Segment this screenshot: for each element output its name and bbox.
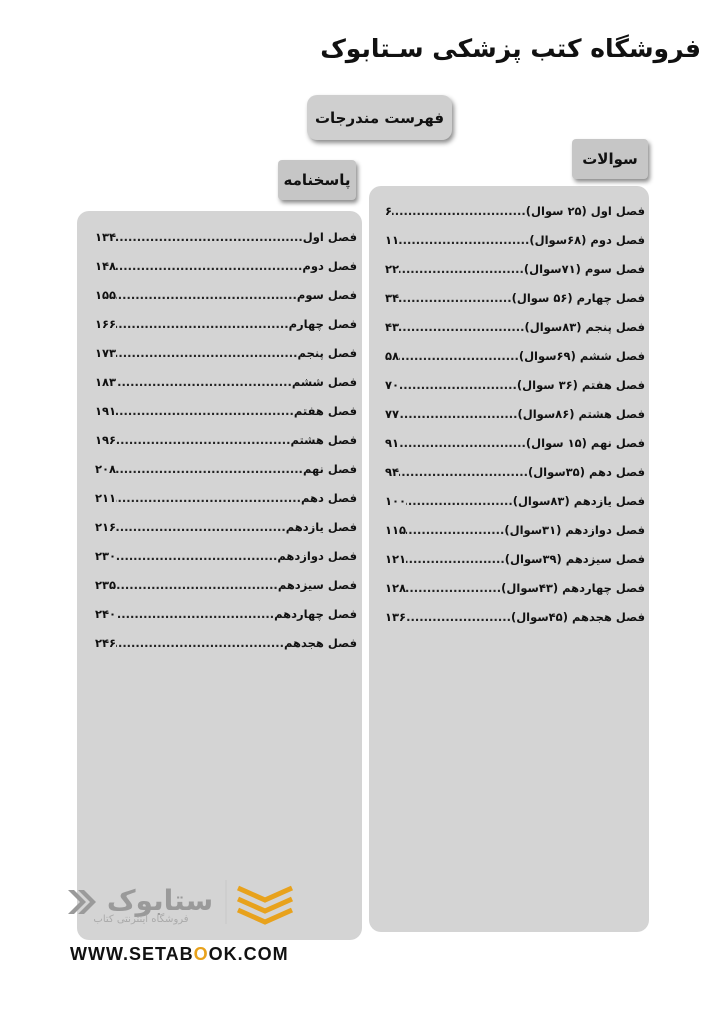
toc-entry [385,233,645,262]
toc-entry [385,523,645,552]
toc-entry-leader [406,610,511,624]
toc-entry-label: فصل هشتم (۸۶سوال) [517,407,645,421]
toc-entry-leader [116,346,297,360]
toc-entry-page: ۲۱۶ [95,520,117,534]
toc-entry-page: ۱۳۶ [385,610,407,624]
toc-entry-page: ۱۹۱ [95,404,117,418]
toc-entry-label: فصل سوم (۷۱سوال) [523,262,645,276]
toc-entry [95,317,357,346]
toc-entry [385,436,645,465]
toc-entry-page: ۱۹۶ [95,433,117,447]
toc-entry [95,259,357,288]
logo-emblem-icon [238,888,292,922]
toc-entry-leader [406,523,504,537]
website-url[interactable]: WWW.SETABOOK.COM [70,944,289,964]
answers-list [95,230,357,665]
toc-entry-leader [406,581,501,595]
toc-entry-page: ۲۱۱ [95,491,117,505]
toc-entry-page: ۵۸ [385,349,400,363]
toc-entry-page: ۱۳۴ [95,230,117,244]
toc-entry [95,636,357,665]
logo-tagline: فروشگاه اینترنتی کتاب [93,914,189,925]
toc-entry-leader [116,520,286,534]
toc-entry-leader [399,407,517,421]
toc-entry-page: ۲۲ [385,262,400,276]
toc-entry [385,465,645,494]
page-header-title: فروشگاه کتب پزشکی سـتابوک [320,34,701,63]
toc-entry-page: ۱۶۶ [95,317,117,331]
toc-entry-label: فصل سیزدهم (۳۹سوال) [504,552,645,566]
toc-entry [95,607,357,636]
toc-entry-label: فصل سیزدهم [277,578,357,592]
toc-entry-page: ۹۴ [385,465,400,479]
toc-entry-leader [399,378,517,392]
toc-entry-label: فصل نهم (۱۵ سوال) [525,436,645,450]
toc-entry [385,552,645,581]
toc-entry-label: فصل پنجم (۸۳سوال) [524,320,645,334]
toc-entry-leader [392,204,526,218]
toc-entry-leader [406,494,513,508]
toc-entry-leader [399,436,526,450]
toc-entry-leader [116,259,302,273]
toc-entry-page: ۷۷ [385,407,400,421]
toc-entry-leader [116,433,290,447]
toc-entry-leader [116,578,278,592]
toc-entry-leader [399,291,512,305]
toc-entry-label: فصل دوازدهم (۳۱سوال) [504,523,645,537]
toc-entry-leader [116,317,289,331]
toc-entry [95,346,357,375]
toc-entry-label: فصل هجدهم (۴۵سوال) [510,610,645,624]
toc-entry-leader [116,549,277,563]
toc-entry-label: فصل سوم [296,288,357,302]
toc-entry [95,404,357,433]
toc-entry [385,378,645,407]
toc-entry [95,230,357,259]
toc-entry-page: ۶ [385,204,393,218]
toc-entry-page: ۲۳۰ [95,549,117,563]
toc-entry [385,262,645,291]
toc-entry [385,291,645,320]
toc-entry-label: فصل دهم [300,491,357,505]
toc-entry-page: ۲۳۵ [95,578,117,592]
toc-entry-page: ۱۲۱ [385,552,407,566]
toc-entry-label: فصل ششم [291,375,357,389]
toc-entry-page: ۹۱ [385,436,400,450]
toc-entry-label: فصل پنجم [297,346,357,360]
toc-entry [385,320,645,349]
toc-entry-page: ۱۱ [385,233,400,247]
toc-entry-label: فصل چهارم [288,317,357,331]
toc-entry [385,349,645,378]
toc-entry-page: ۲۰۸ [95,462,117,476]
toc-entry [385,204,645,233]
toc-entry [95,288,357,317]
toc-entry-leader [116,404,294,418]
toc-entry-label: فصل چهاردهم (۴۳سوال) [501,581,645,595]
toc-entry-label: فصل هفتم (۳۶ سوال) [516,378,645,392]
toc-entry-page: ۷۰ [385,378,400,392]
toc-entry-label: فصل یازدهم [285,520,357,534]
toc-entry-leader [399,320,524,334]
toc-entry-page: ۱۷۳ [95,346,117,360]
toc-title-badge: فهرست مندرجات [307,95,452,140]
answers-section-tab: پاسخنامه [278,160,356,200]
questions-list [385,204,645,639]
logo-chevron-icon [68,890,96,914]
toc-entry-leader [116,607,274,621]
toc-entry-leader [116,230,303,244]
toc-entry [385,494,645,523]
toc-entry-label: فصل هجدهم [283,636,357,650]
toc-entry-page: ۱۲۸ [385,581,407,595]
toc-entry-label: فصل هشتم [290,433,357,447]
toc-entry-label: فصل دوم [302,259,357,273]
toc-entry-page: ۱۴۸ [95,259,117,273]
toc-entry [385,610,645,639]
toc-entry-label: فصل نهم [302,462,357,476]
toc-entry-leader [399,262,524,276]
toc-entry-label: فصل اول [302,230,357,244]
toc-entry-leader [116,375,292,389]
toc-entry-page: ۱۰۰ [385,494,407,508]
toc-entry [95,549,357,578]
logo-wordmark: ستابوک [106,884,214,917]
toc-entry [95,520,357,549]
toc-entry-leader [399,465,528,479]
toc-entry-page: ۱۵۵ [95,288,117,302]
toc-entry-label: فصل چهارم (۵۶ سوال) [511,291,645,305]
toc-entry-leader [116,636,284,650]
toc-entry-leader [116,288,297,302]
toc-entry-label: فصل اول (۲۵ سوال) [525,204,645,218]
questions-section-tab: سوالات [572,139,648,179]
toc-entry [95,433,357,462]
toc-entry-label: فصل دوم (۶۸سوال) [529,233,645,247]
toc-entry-leader [116,491,301,505]
toc-entry-leader [399,233,529,247]
toc-entry-page: ۱۸۳ [95,375,117,389]
toc-entry-leader [406,552,505,566]
toc-entry [95,375,357,404]
toc-entry-page: ۴۳ [385,320,400,334]
toc-entry-label: فصل یازدهم (۸۳سوال) [512,494,645,508]
toc-entry-label: فصل دهم (۳۵سوال) [527,465,645,479]
toc-entry [95,578,357,607]
toc-entry-page: ۳۴ [385,291,400,305]
toc-entry-page: ۲۴۰ [95,607,117,621]
toc-entry-leader [399,349,519,363]
toc-entry-label: فصل چهاردهم [274,607,357,621]
toc-entry [385,581,645,610]
toc-entry [95,491,357,520]
toc-entry-label: فصل ششم (۶۹سوال) [518,349,645,363]
toc-entry-label: فصل دوازدهم [277,549,357,563]
toc-entry-label: فصل هفتم [293,404,357,418]
toc-entry-page: ۲۴۶ [95,636,117,650]
toc-entry-leader [116,462,303,476]
toc-entry-page: ۱۱۵ [385,523,407,537]
toc-entry [385,407,645,436]
toc-entry [95,462,357,491]
